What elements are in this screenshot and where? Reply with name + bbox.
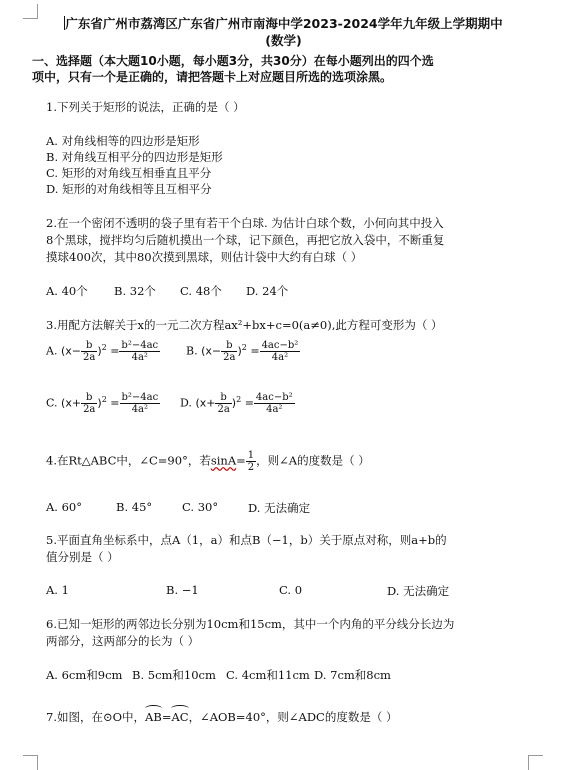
q3-option-a: A. (x− $\frac{b}{2a}$ )$^2$ = $\frac{\text{b²−4ac}}{\text{4a²}}$	[46, 340, 159, 363]
q6-option-c: C. 4cm和11cm	[226, 668, 310, 682]
arc-ac: AC	[171, 710, 189, 724]
q3-option-c: C. (x+ $\frac{b}{2a}$ )$^2$ = $\frac{\text{b²−4ac}}{\text{4a²}}$	[46, 392, 159, 415]
fraction: $\frac{b}{2a}$	[217, 392, 230, 415]
fraction: $\frac{\text{4ac−b²}}{\text{4a²}}$	[255, 392, 293, 415]
fraction: $\frac{\text{4ac−b²}}{\text{4a²}}$	[261, 340, 299, 363]
exam-subject: (数学)	[265, 33, 302, 48]
fraction: $\frac{\text{b²−4ac}}{\text{4a²}}$	[121, 392, 159, 415]
q5-line1: 5.平面直角坐标系中，点A（1，a）和点B（−1，b）关于原点对称，则a+b的	[46, 533, 447, 547]
q6-option-d: D. 7cm和8cm	[314, 668, 391, 682]
q6-option-b: B. 5cm和10cm	[132, 668, 216, 682]
fraction: $\frac{1}{2}$	[247, 450, 255, 473]
q2-option-c: C. 48个	[180, 284, 222, 298]
q2-line2: 8个黑球，搅拌均匀后随机摸出一个球，记下颜色，再把它放入袋中，不断重复	[46, 233, 445, 247]
fraction: $\frac{b}{2a}$	[223, 340, 236, 363]
q1-option-a: A. 对角线相等的四边形是矩形	[46, 134, 200, 148]
fraction: $\frac{\text{b²−4ac}}{\text{4a²}}$	[121, 340, 159, 363]
q3-stem: 3.用配方法解关于x的一元二次方程ax²+bx+c=0(a≠0),此方程可变形为（ ）	[46, 318, 443, 332]
q2-line3: 摸球400次，其中80次摸到黑球，则估计袋中大约有白球（ ）	[46, 250, 363, 264]
q3-option-d: D. (x+ $\frac{b}{2a}$ )$^2$ = $\frac{\text{4ac−b²}}{\text{4a²}}$	[180, 392, 293, 415]
fraction: $\frac{b}{2a}$	[83, 392, 96, 415]
q2-option-a: A. 40个	[46, 284, 88, 298]
q4-option-b: B. 45°	[116, 500, 153, 514]
q4-option-c: C. 30°	[182, 500, 219, 514]
q2-line1: 2.在一个密闭不透明的袋子里有若干个白球. 为估计白球个数，小何向其中投入	[46, 216, 444, 230]
q1-option-d: D. 矩形的对角线相等且互相平分	[46, 182, 212, 196]
arc-ab: AB	[145, 710, 162, 724]
q4-option-a: A. 60°	[46, 500, 82, 514]
q6-line1: 6.已知一矩形的两邻边长分别为10cm和15cm，其中一个内角的平分线分长边为	[46, 617, 455, 631]
q1-option-b: B. 对角线互相平分的四边形是矩形	[46, 150, 223, 164]
q5-option-c: C. 0	[279, 583, 303, 597]
q1-option-c: C. 矩形的对角线互相垂直且平分	[46, 166, 212, 180]
q4-option-d: D. 无法确定	[248, 501, 311, 515]
q6-option-a: A. 6cm和9cm	[46, 668, 123, 682]
q2-option-d: D. 24个	[246, 284, 289, 298]
q5-option-d: D. 无法确定	[387, 584, 450, 598]
q6-line2: 两部分，这两部分的长为（ ）	[46, 634, 200, 648]
q1-stem: 1.下列关于矩形的说法，正确的是（ ）	[46, 100, 245, 114]
q5-option-a: A. 1	[46, 583, 69, 597]
q5-line2: 值分别是（ ）	[46, 550, 119, 564]
exam-title: 广东省广州市荔湾区广东省广州市南海中学2023-2024学年九年级上学期期中	[65, 16, 503, 31]
q3-option-b: B. (x− $\frac{b}{2a}$ )$^2$ = $\frac{\text{4ac−b²}}{\text{4a²}}$	[186, 340, 299, 363]
q5-option-b: B. −1	[166, 583, 199, 597]
q7-stem: 7.如图，在⊙O中，AB=AC，∠AOB=40°，则∠ADC的度数是（ ）	[46, 710, 398, 724]
q4-stem: 4.在Rt△ABC中，∠C=90°，若sinA= $\frac{1}{2}$ ，则∠A的度数是（ ）	[46, 450, 370, 473]
fraction: $\frac{b}{2a}$	[82, 340, 96, 363]
section-heading-line2: 项中，只有一个是正确的，请把答题卡上对应题目所选的选项涂黑。	[32, 70, 393, 84]
section-heading-line1: 一、选择题（本大题10小题，每小题3分，共30分）在每小题列出的四个选	[32, 54, 434, 68]
q2-option-b: B. 32个	[114, 284, 156, 298]
